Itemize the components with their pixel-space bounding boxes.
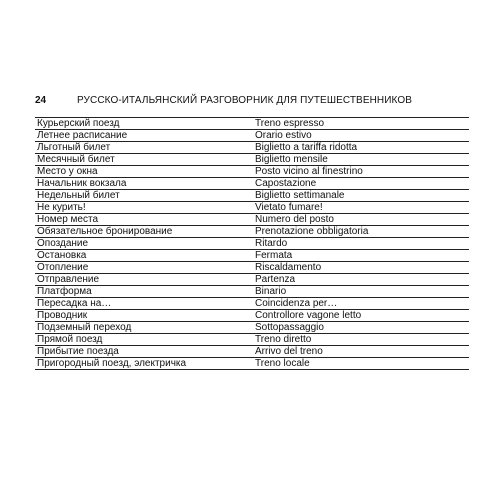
russian-phrase: Опоздание — [35, 238, 253, 250]
italian-phrase: Orario estivo — [253, 130, 469, 142]
table-row — [35, 358, 469, 370]
running-title: РУССКО-ИТАЛЬЯНСКИЙ РАЗГОВОРНИК ДЛЯ ПУТЕШЕСТВЕННИКОВ — [77, 95, 412, 106]
russian-phrase: Курьерский поезд — [35, 118, 253, 130]
table-row — [35, 166, 469, 178]
table-row — [35, 250, 469, 262]
table-row — [35, 226, 469, 238]
russian-phrase: Недельный билет — [35, 190, 253, 202]
italian-phrase: Capostazione — [253, 178, 469, 190]
russian-phrase: Отопление — [35, 262, 253, 274]
table-row — [35, 298, 469, 310]
italian-phrase: Arrivo del treno — [253, 346, 469, 358]
page-number: 24 — [35, 95, 47, 106]
italian-phrase: Ritardo — [253, 238, 469, 250]
russian-phrase: Месячный билет — [35, 154, 253, 166]
russian-phrase: Не курить! — [35, 202, 253, 214]
italian-phrase: Treno diretto — [253, 334, 469, 346]
russian-phrase: Номер места — [35, 214, 253, 226]
italian-phrase: Controllore vagone letto — [253, 310, 469, 322]
table-row — [35, 334, 469, 346]
italian-phrase: Biglietto a tariffa ridotta — [253, 142, 469, 154]
phrase-table — [35, 117, 469, 370]
italian-phrase: Partenza — [253, 274, 469, 286]
russian-phrase: Прибытие поезда — [35, 346, 253, 358]
table-row — [35, 286, 469, 298]
table-row — [35, 238, 469, 250]
table-row — [35, 202, 469, 214]
table-row — [35, 142, 469, 154]
italian-phrase: Vietato fumare! — [253, 202, 469, 214]
table-row — [35, 178, 469, 190]
russian-phrase: Проводник — [35, 310, 253, 322]
russian-phrase: Пересадка на… — [35, 298, 253, 310]
table-row — [35, 190, 469, 202]
russian-phrase: Летнее расписание — [35, 130, 253, 142]
russian-phrase: Отправление — [35, 274, 253, 286]
russian-phrase: Платформа — [35, 286, 253, 298]
italian-phrase: Treno espresso — [253, 118, 469, 130]
table-row — [35, 130, 469, 142]
russian-phrase: Обязательное бронирование — [35, 226, 253, 238]
italian-phrase: Numero del posto — [253, 214, 469, 226]
italian-phrase: Binario — [253, 286, 469, 298]
italian-phrase: Biglietto mensile — [253, 154, 469, 166]
russian-phrase: Подземный переход — [35, 322, 253, 334]
table-row — [35, 262, 469, 274]
russian-phrase: Прямой поезд — [35, 334, 253, 346]
italian-phrase: Posto vicino al finestrino — [253, 166, 469, 178]
italian-phrase: Prenotazione obbligatoria — [253, 226, 469, 238]
italian-phrase: Fermata — [253, 250, 469, 262]
table-row — [35, 274, 469, 286]
russian-phrase: Остановка — [35, 250, 253, 262]
italian-phrase: Coincidenza per… — [253, 298, 469, 310]
page-header — [35, 94, 465, 108]
table-row — [35, 346, 469, 358]
table-row — [35, 310, 469, 322]
italian-phrase: Biglietto settimanale — [253, 190, 469, 202]
italian-phrase: Sottopassaggio — [253, 322, 469, 334]
table-row — [35, 154, 469, 166]
table-row — [35, 322, 469, 334]
italian-phrase: Riscaldamento — [253, 262, 469, 274]
russian-phrase: Льготный билет — [35, 142, 253, 154]
russian-phrase: Место у окна — [35, 166, 253, 178]
table-row — [35, 214, 469, 226]
russian-phrase: Пригородный поезд, электричка — [35, 358, 253, 370]
italian-phrase: Treno locale — [253, 358, 469, 370]
phrase-table-body — [35, 118, 469, 370]
table-row — [35, 118, 469, 130]
russian-phrase: Начальник вокзала — [35, 178, 253, 190]
